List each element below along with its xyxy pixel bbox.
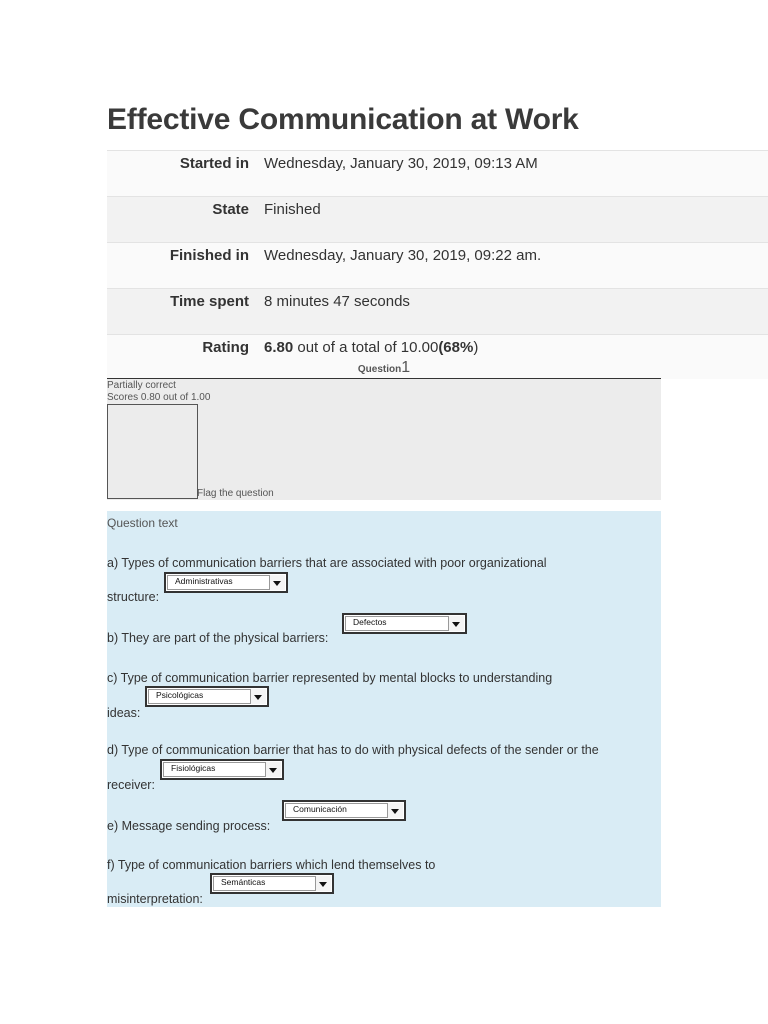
summary-row-state [107, 197, 768, 243]
rating-percent: (68% [438, 339, 474, 356]
question-a-text: a) Types of communication barriers that are associated with poor organizational [107, 556, 547, 570]
question-a-text-cont: structure: [107, 590, 160, 604]
summary-row-started [107, 151, 768, 197]
chevron-down-icon[interactable] [387, 803, 403, 818]
question-header [107, 359, 661, 379]
answer-e-value: Comunicación [293, 804, 347, 814]
chevron-down-icon[interactable] [269, 575, 285, 590]
rating-score: 6.80 [264, 339, 294, 356]
chevron-down-icon[interactable] [265, 762, 281, 777]
state-value: Finished [257, 197, 768, 243]
chevron-down-icon[interactable] [250, 689, 266, 704]
rating-label: Rating [107, 335, 257, 380]
time-spent-label: Time spent [107, 289, 257, 335]
question-d-text: d) Type of communication barrier that has to do with physical defects of the sender or the [107, 743, 599, 757]
question-d-text-cont: receiver: [107, 778, 155, 792]
answer-d-value: Fisiológicas [171, 763, 216, 773]
chevron-down-icon[interactable] [448, 616, 464, 631]
page-title: Effective Communication at Work [107, 103, 579, 136]
flag-question-label[interactable]: Flag the question [197, 488, 274, 499]
rating-close: ) [473, 339, 479, 356]
answer-e-select[interactable] [282, 800, 406, 821]
question-text-label: Question text [107, 516, 178, 530]
finished-value: Wednesday, January 30, 2019, 09:22 am. [257, 243, 768, 289]
question-c-text: c) Type of communication barrier represented by mental blocks to understanding [107, 671, 553, 685]
flag-question-button[interactable] [107, 404, 198, 499]
chevron-down-icon[interactable] [315, 876, 331, 891]
time-spent-value: 8 minutes 47 seconds [257, 289, 768, 335]
answer-d-select[interactable] [160, 759, 284, 780]
question-b-text: b) They are part of the physical barriers: [107, 631, 329, 645]
answer-c-select[interactable] [145, 686, 269, 707]
answer-f-select[interactable] [210, 873, 334, 894]
finished-label: Finished in [107, 243, 257, 289]
answer-c-value: Psicológicas [156, 690, 204, 700]
question-status: Partially correct [107, 380, 176, 391]
question-score: Scores 0.80 out of 1.00 [107, 392, 211, 403]
question-number: 1 [401, 359, 411, 376]
started-label: Started in [107, 151, 257, 197]
question-info-panel [107, 379, 661, 500]
rating-total: out of a total of 10.00 [293, 339, 439, 356]
question-f-text: f) Type of communication barriers which lend themselves to [107, 858, 436, 872]
question-c-text-cont: ideas: [107, 706, 141, 720]
summary-row-finished [107, 243, 768, 289]
summary-row-time [107, 289, 768, 335]
answer-a-select[interactable] [164, 572, 288, 593]
answer-b-select[interactable] [342, 613, 467, 634]
answer-f-value: Semánticas [221, 877, 266, 887]
answer-a-value: Administrativas [175, 576, 233, 586]
question-label: Question [357, 364, 402, 375]
question-content [107, 511, 661, 907]
question-f-text-cont: misinterpretation: [107, 892, 203, 906]
started-value: Wednesday, January 30, 2019, 09:13 AM [257, 151, 768, 197]
state-label: State [107, 197, 257, 243]
answer-b-value: Defectos [353, 617, 387, 627]
question-e-text: e) Message sending process: [107, 819, 271, 833]
attempt-summary-table [107, 150, 768, 379]
